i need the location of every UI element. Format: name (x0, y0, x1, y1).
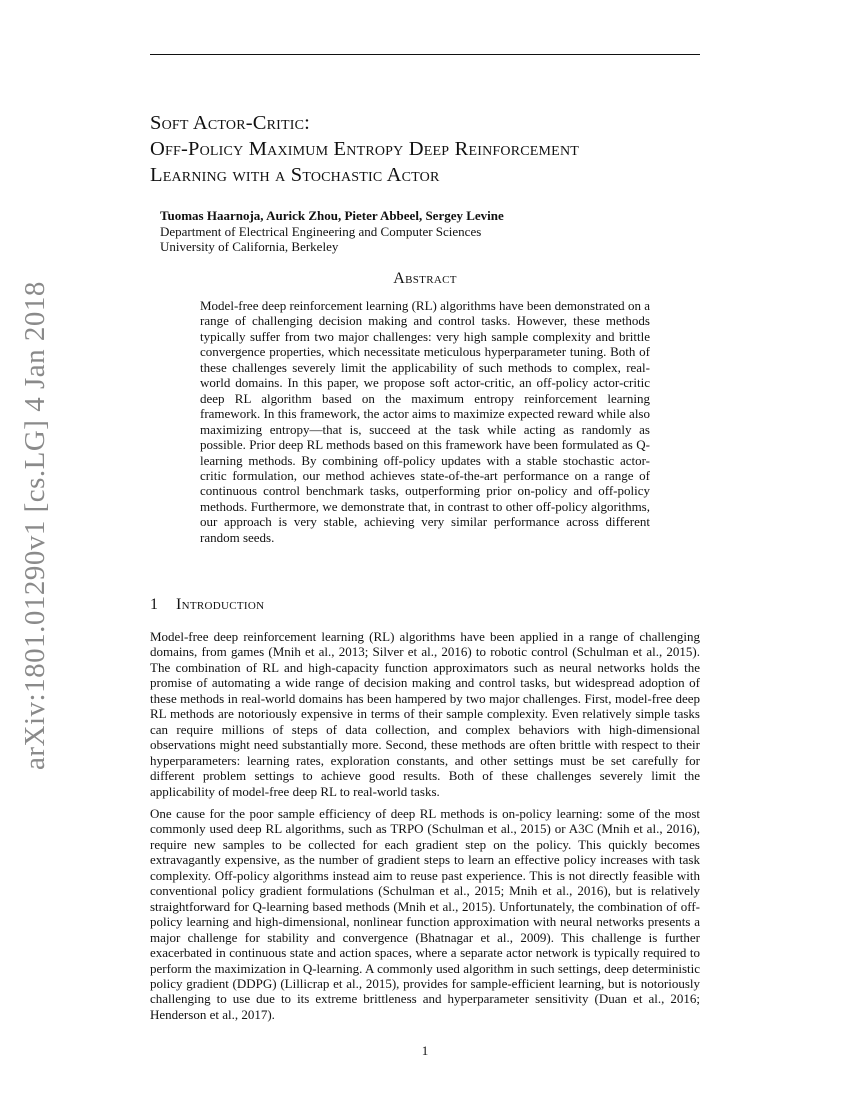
abstract-body: Model-free deep reinforcement learning (RL) algorithms have been demonstrated on a range of challenging decision making and control tasks. However, these methods typically suffer from two major challenges: very high sample complexity and brittle convergence properties, which necessitate meticulous hyperparameter tuning. Both of these challenges severely limit the applicability of such methods to complex, real-world domains. In this paper, we propose soft actor-critic, an off-policy actor-critic deep RL algorithm based on the maximum entropy reinforcement learning framework. In this framework, the actor aims to maximize expected reward while also maximizing entropy—that is, succeed at the task while acting as randomly as possible. Prior deep RL methods based on this framework have been formulated as Q-learning methods. By combining off-policy updates with a stable stochastic actor-critic formulation, our method achieves state-of-the-art performance on a range of continuous control benchmark tasks, outperforming prior on-policy and off-policy methods. Furthermore, we demonstrate that, in contrast to other off-policy algorithms, our approach is very stable, achieving very similar performance across different random seeds. (200, 298, 650, 545)
author-block (160, 208, 504, 255)
author-institution: University of California, Berkeley (160, 239, 339, 254)
author-names: Tuomas Haarnoja, Aurick Zhou, Pieter Abbeel, Sergey Levine (160, 208, 504, 223)
section-heading-introduction (150, 596, 264, 614)
title-line-1: Soft Actor-Critic: (150, 112, 311, 134)
intro-paragraph-1: Model-free deep reinforcement learning (RL) algorithms have been applied in a range of challenging domains, from games (Mnih et al., 2013; Silver et al., 2016) to robotic control (Schulman et al., 2015). The combination of RL and high-capacity function approximators such as neural networks holds the promise of automating a wide range of decision making and control tasks, but widespread adoption of these methods in real-world domains has been hampered by two major challenges. First, model-free deep RL methods are notoriously expensive in terms of their sample complexity. Even relatively simple tasks can require millions of steps of data collection, and complex behaviors with high-dimensional observations might need substantially more. Second, these methods are often brittle with respect to their hyperparameters: learning rates, exploration constants, and other settings must be set carefully for different problem settings to achieve good results. Both of these challenges severely limit the applicability of model-free deep RL to real-world tasks. (150, 629, 700, 799)
page-number: 1 (421, 1043, 429, 1058)
abstract-heading: Abstract (393, 270, 457, 287)
section-title: Introduction (176, 596, 265, 613)
section-number: 1 (150, 596, 159, 613)
arxiv-stamp-text: arXiv:1801.01290v1 [cs.LG] 4 Jan 2018 (19, 281, 51, 770)
paper-title (150, 110, 710, 188)
title-line-3: Learning with a Stochastic Actor (150, 164, 440, 186)
title-line-2: Off-Policy Maximum Entropy Deep Reinforcement (150, 138, 580, 160)
author-department: Department of Electrical Engineering and Computer Sciences (160, 223, 482, 239)
header-rule (150, 54, 700, 55)
arxiv-stamp (18, 281, 52, 770)
intro-paragraph-2: One cause for the poor sample efficiency of deep RL methods is on-policy learning: some of the most commonly used deep RL algorithms, such as TRPO (Schulman et al., 2015) or A3C (Mnih et al., 2016), require new samples to be collected for each gradient step on the policy. This quickly becomes extravagantly expensive, as the number of gradient steps to learn an effective policy increases with task complexity. Off-policy algorithms instead aim to reuse past experience. This is not directly feasible with conventional policy gradient formulations (Schulman et al., 2015; Mnih et al., 2016), but is relatively straightforward for Q-learning based methods (Mnih et al., 2015). Unfortunately, the combination of off-policy learning and high-dimensional, nonlinear function approximation with neural networks presents a major challenge for stability and convergence (Bhatnagar et al., 2009). This challenge is further exacerbated in continuous state and action spaces, where a separate actor network is typically required to perform the maximization in Q-learning. A commonly used algorithm in such settings, deep deterministic policy gradient (DDPG) (Lillicrap et al., 2015), provides for sample-efficient learning, but is notoriously challenging to use due to its extreme brittleness and hyperparameter sensitivity (Duan et al., 2016; Henderson et al., 2017). (150, 806, 700, 1022)
